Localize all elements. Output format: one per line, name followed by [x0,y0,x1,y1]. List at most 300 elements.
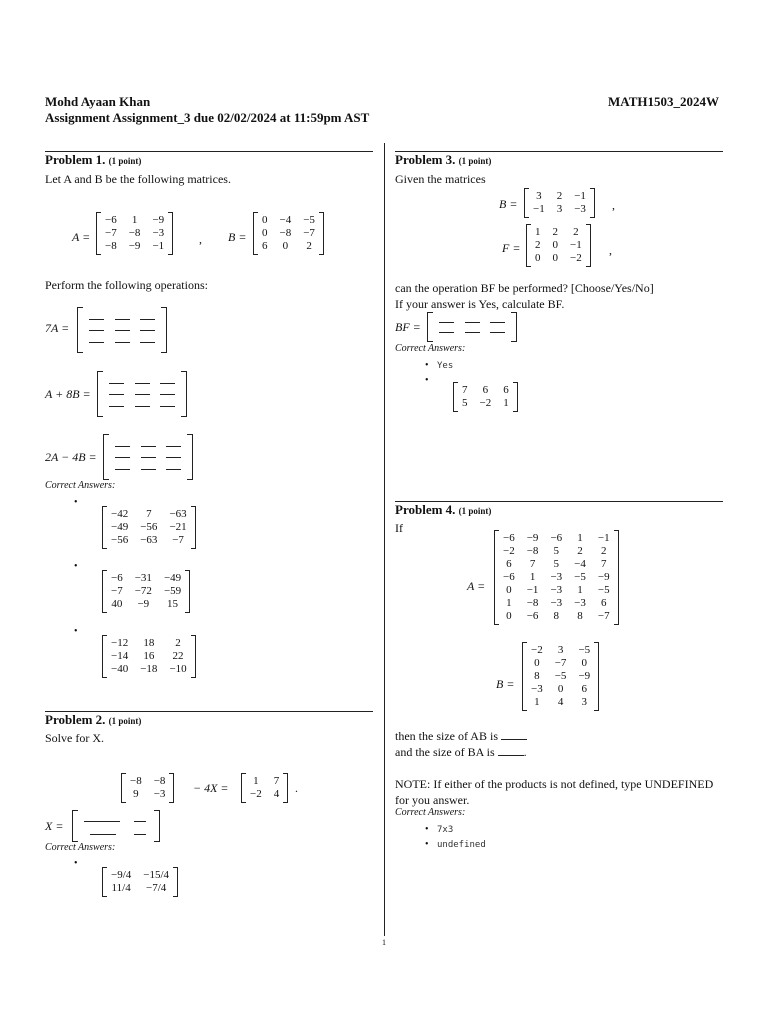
matrix-table [105,508,193,547]
matrix-entry: 1 [503,397,509,409]
matrix-table [525,644,596,709]
matrix-entry: −7 [111,585,123,597]
answer-blank[interactable] [115,469,130,470]
right-bracket [513,382,518,412]
problem3-heading [395,152,491,168]
problem1-points: (1 point) [108,156,142,166]
matrix-row [525,644,596,657]
matrix-entry: 8 [534,670,540,682]
matrix-entry: −9 [597,571,610,583]
matrix-entry: −7 [554,657,567,669]
matrix-entry: −1 [574,190,586,202]
matrix-row [105,572,187,585]
matrix-entry: 1 [506,597,512,609]
matrix-entry: 2 [556,190,563,202]
matrix-entry: 7 [600,558,607,570]
matrix-entry: −18 [140,663,158,675]
matrix-row [105,585,187,598]
answer-blank[interactable] [140,330,155,331]
matrix-table [105,572,187,611]
right-bracket [511,312,517,342]
matrix-row [497,571,616,584]
bf-answer-grid[interactable] [427,312,517,342]
answer-blank[interactable] [166,469,181,470]
answer-blank[interactable] [490,332,505,333]
matrix-entry: −3 [153,788,166,800]
matrix-a [497,532,616,623]
matrix-entry: −5 [597,584,610,596]
matrix-table [456,384,515,410]
matrix-entry: −2 [250,788,262,800]
matrix-row [105,637,193,650]
answer-blank[interactable] [141,446,156,447]
matrix-row [497,610,616,623]
bullet: • [74,858,78,869]
answer-matrix [105,572,187,611]
right-bracket [319,212,324,255]
matrix-entry: 1 [577,584,583,596]
answer-blank[interactable] [141,457,156,458]
matrix-entry: −1 [526,584,539,596]
matrix-entry: 1 [535,226,541,238]
matrix-entry: 7 [146,508,152,520]
left-bracket [241,773,246,803]
right-bracket [169,773,174,803]
matrix-entry: −8 [526,545,539,557]
matrix-entry: 2 [600,545,607,557]
answer-blank[interactable] [115,342,130,343]
matrix-entry: −7 [172,534,184,546]
matrix-entry: −7/4 [146,882,167,894]
matrix-row [244,788,285,801]
answer-blank[interactable] [115,319,130,320]
answer-blank[interactable] [140,319,155,320]
left-bracket [102,635,107,678]
problem4-intro: If [395,521,403,535]
answer-blank[interactable] [160,406,175,407]
size-ba-line [395,745,527,760]
matrix-entry: −6 [105,214,117,226]
answer-blank[interactable] [439,322,454,323]
matrix-entry: 0 [581,657,588,669]
matrix-entry: −59 [163,585,182,597]
left-bracket [121,773,126,803]
answer-blank[interactable] [89,342,104,343]
size-ba-input[interactable] [498,745,524,756]
correct-answers-label: Correct Answers: [395,343,466,354]
answer-matrix [105,637,193,676]
matrix-entry: 7 [273,775,280,787]
matrix-row [105,534,193,547]
op-a-plus-8b-answer-grid[interactable] [97,371,187,417]
matrix-entry: −31 [134,572,152,584]
matrix-row [497,584,616,597]
right-bracket [173,867,178,897]
problem4-heading [395,502,491,518]
matrix-entry: 5 [553,558,560,570]
answer-blank[interactable] [166,446,181,447]
matrix-row [105,521,193,534]
matrix-row [529,252,588,265]
left-bracket [524,188,529,218]
comma: , [609,243,612,257]
matrix-entry: −9 [578,670,591,682]
matrix-entry: −3 [550,571,563,583]
matrix-table [527,190,592,216]
matrix-table [124,775,171,801]
matrix-entry: 8 [553,610,560,622]
op-2a-minus-4b-label: 2A − 4B = [45,450,97,464]
answer-blank[interactable] [439,332,454,333]
matrix-row [99,214,170,227]
size-ab-line [395,729,527,744]
matrix-f [529,226,588,265]
matrix-entry: −3 [531,683,543,695]
matrix-entry: −3 [574,597,586,609]
matrix-entry: 6 [503,384,509,396]
matrix-entry: 2 [577,545,583,557]
matrix-entry: −8 [279,227,292,239]
op-2a-minus-4b-answer-grid[interactable] [103,434,193,480]
answer-blank[interactable] [115,457,130,458]
matrix-entry: 3 [557,644,564,656]
matrix-entry: 8 [577,610,583,622]
matrix-entry: −63 [140,534,158,546]
op-7a-answer-grid[interactable] [77,307,167,353]
matrix-row [456,397,515,410]
matrix-row [525,670,596,683]
matrix-entry: −6 [550,532,563,544]
matrix-row [527,203,592,216]
matrix-entry: −5 [578,644,591,656]
answer-blank[interactable] [109,406,124,407]
matrix-entry: −6 [526,610,539,622]
answer-blank[interactable] [89,330,104,331]
bullet: • [425,824,429,835]
problem4-points: (1 point) [458,506,492,516]
matrix-entry: 0 [552,239,558,251]
answer-blank[interactable] [115,446,130,447]
matrix-entry: 40 [111,598,123,610]
matrix-entry: −56 [140,521,158,533]
problem2-points: (1 point) [108,716,142,726]
student-name: Mohd Ayaan Khan [45,94,151,109]
matrix-table [497,532,616,623]
matrix-row [529,239,588,252]
period: . [295,781,298,795]
right-bracket [154,810,160,842]
answer-blank[interactable] [89,319,104,320]
matrix-entry: 18 [143,637,155,649]
matrix-row [105,663,193,676]
left-bracket [427,312,433,342]
matrix-entry: 5 [553,545,560,557]
answer-blank[interactable] [134,834,146,835]
x-answer-grid[interactable] [72,810,160,842]
matrix-entry: −5 [554,670,567,682]
problem3-question: can the operation BF be performed? [Choose/Yes/No] [395,281,654,295]
matrix-entry: −3 [550,597,563,609]
matrix-entry: −8 [153,775,166,787]
matrix-entry: 0 [534,657,540,669]
matrix-row [99,227,170,240]
matrix-entry: −21 [169,521,187,533]
note-line1: NOTE: If either of the products is not defined, type UNDEFINED [395,777,714,791]
matrix-entry: −8 [128,227,141,239]
matrix-entry: 6 [581,683,588,695]
answer-blank[interactable] [160,394,175,395]
matrix-entry: −7 [105,227,117,239]
matrix-f-label: F = [502,241,521,255]
column-divider [384,143,385,936]
matrix-entry: −3 [574,203,586,215]
matrix-entry: 4 [273,788,280,800]
matrix-entry: −2 [479,397,492,409]
left-bracket [102,867,107,897]
matrix-entry: 2 [535,239,541,251]
matrix-row [525,657,596,670]
right-bracket [181,371,187,417]
note-line2: for you answer. [395,793,470,807]
matrix-row [105,650,193,663]
matrix-row [456,384,515,397]
right-bracket [586,224,591,267]
correct-answers-label: Correct Answers: [45,842,116,853]
answer-yes: Yes [437,361,454,371]
bullet: • [425,360,429,371]
matrix-entry: −6 [503,571,515,583]
problem1-title: Problem 1. [45,152,106,167]
matrix-entry: −9/4 [111,869,132,881]
left-bracket [453,382,458,412]
correct-answers-label: Correct Answers: [45,480,116,491]
answer-blank[interactable] [109,383,124,384]
bullet: • [74,561,78,572]
bf-label: BF = [395,320,421,334]
matrix-entry: 2 [573,226,579,238]
op-7a-label: 7A = [45,321,70,335]
left-bracket [103,434,109,480]
right-bracket [614,530,619,625]
matrix-entry: −1 [597,532,610,544]
matrix-entry: 3 [581,696,588,708]
matrix-entry: 1 [253,775,259,787]
matrix-entry: 4 [557,696,564,708]
matrix-entry: 1 [577,532,583,544]
matrix-row [105,882,175,895]
matrix-row [525,683,596,696]
matrix-row [256,227,321,240]
left-bracket [72,810,78,842]
matrix-a-label: A = [467,579,486,593]
answer-blank[interactable] [109,394,124,395]
matrix-entry: 0 [506,610,512,622]
problem3-points: (1 point) [458,156,492,166]
right-bracket [187,434,193,480]
matrix-entry: −2 [503,545,515,557]
left-bracket [494,530,499,625]
comma: , [612,198,615,212]
answer-matrix [105,508,193,547]
answer-blank[interactable] [135,394,150,395]
matrix-entry: 5 [462,397,468,409]
left-bracket [102,570,107,613]
answer-blank[interactable] [140,342,155,343]
left-bracket [77,307,83,353]
matrix-table [105,869,175,895]
left-bracket [522,642,527,711]
answer-blank[interactable] [465,322,480,323]
problem2-intro: Solve for X. [45,731,104,745]
assignment-title: Assignment Assignment_3 due 02/02/2024 at 11:59pm AST [45,110,370,125]
period: . [523,745,527,759]
matrix-table [244,775,285,801]
matrix-table [256,214,321,253]
answer-matrix [105,869,175,895]
right-bracket [185,570,190,613]
matrix-entry: 0 [506,584,512,596]
matrix-entry: 11/4 [111,882,131,894]
matrix-entry: 3 [556,203,563,215]
matrix-row [497,532,616,545]
problem2-title: Problem 2. [45,712,106,727]
matrix-entry: −49 [163,572,182,584]
problem3-title: Problem 3. [395,152,456,167]
bullet: • [74,626,78,637]
matrix-entry: −14 [111,650,129,662]
answer-ba-size: undefined [437,840,486,850]
answer-blank[interactable] [141,469,156,470]
matrix-entry: −72 [134,585,152,597]
matrix-entry: 15 [167,598,179,610]
matrix-entry: 1 [529,571,536,583]
matrix-entry: 3 [536,190,542,202]
answer-blank[interactable] [465,332,480,333]
matrix-entry: −1 [570,239,582,251]
size-ab-text: then the size of AB is [395,729,498,743]
left-bracket [526,224,531,267]
x-label: X = [45,819,64,833]
matrix-entry: −4 [574,558,586,570]
matrix-row [244,775,285,788]
matrix-row [256,214,321,227]
right-bracket [594,642,599,711]
problem3-followup: If your answer is Yes, calculate BF. [395,297,565,311]
matrix-entry: −5 [303,214,315,226]
matrix-entry: 0 [535,252,541,264]
matrix-entry: −2 [570,252,582,264]
answer-blank[interactable] [134,821,146,822]
matrix-entry: 2 [552,226,558,238]
answer-blank[interactable] [84,821,120,822]
matrix-entry: 7 [529,558,536,570]
matrix-entry: 22 [172,650,184,662]
matrix-entry: −6 [503,532,515,544]
answer-ab-size: 7x3 [437,825,454,835]
matrix-entry: −3 [152,227,165,239]
right-bracket [191,506,196,549]
matrix-entry: 0 [557,683,564,695]
problem4-title: Problem 4. [395,502,456,517]
answer-blank[interactable] [135,406,150,407]
matrix-entry: −12 [111,637,129,649]
matrix-entry: 1 [131,214,138,226]
matrix-entry: −8 [130,775,142,787]
matrix-table [529,226,588,265]
matrix-entry: −42 [111,508,129,520]
matrix-entry: −4 [279,214,292,226]
matrix-row [497,545,616,558]
matrix-b [256,214,321,253]
matrix-entry: −9 [526,532,539,544]
matrix-entry: −5 [574,571,586,583]
matrix-b-label: B = [499,197,518,211]
right-bracket [191,635,196,678]
matrix-entry: 9 [133,788,139,800]
matrix-entry: −6 [111,572,123,584]
matrix-entry: 0 [262,214,268,226]
matrix-entry: −7 [303,227,315,239]
matrix-row [99,240,170,253]
matrix-entry: −9 [152,214,165,226]
matrix-entry: 6 [506,558,512,570]
problem3-intro: Given the matrices [395,172,486,186]
matrix-entry: −40 [111,663,129,675]
left-bracket [97,371,103,417]
matrix-entry: 0 [552,252,558,264]
size-ab-input[interactable] [501,729,527,740]
matrix-a-label: A = [72,230,91,244]
matrix-row [497,558,616,571]
left-bracket [102,506,107,549]
matrix-b [525,644,596,709]
matrix-entry: 6 [482,384,489,396]
answer-blank[interactable] [90,834,116,835]
right-bracket [161,307,167,353]
matrix-entry: −8 [526,597,539,609]
answer-blank[interactable] [160,383,175,384]
matrix-entry: 7 [462,384,468,396]
answer-matrix [456,384,515,410]
matrix-row [105,869,175,882]
answer-blank[interactable] [135,383,150,384]
matrix-b-label: B = [496,677,515,691]
answer-blank[interactable] [490,322,505,323]
matrix-entry: −1 [152,240,165,252]
matrix-m1 [124,775,171,801]
problem2-heading [45,712,141,728]
answer-blank[interactable] [115,330,130,331]
correct-answers-label: Correct Answers: [395,807,466,818]
bullet: • [425,839,429,850]
matrix-entry: −9 [128,240,141,252]
matrix-b-label: B = [228,230,247,244]
matrix-m2 [244,775,285,801]
right-bracket [283,773,288,803]
matrix-entry: 0 [262,227,268,239]
size-ba-text: and the size of BA is [395,745,495,759]
matrix-row [256,240,321,253]
comma: , [199,232,202,246]
left-bracket [96,212,101,255]
matrix-entry: 16 [143,650,155,662]
equation-middle: − 4X = [193,781,229,795]
matrix-table [99,214,170,253]
problem1-intro: Let A and B be the following matrices. [45,172,231,186]
answer-blank[interactable] [166,457,181,458]
op-a-plus-8b-label: A + 8B = [45,387,91,401]
matrix-table [105,637,193,676]
